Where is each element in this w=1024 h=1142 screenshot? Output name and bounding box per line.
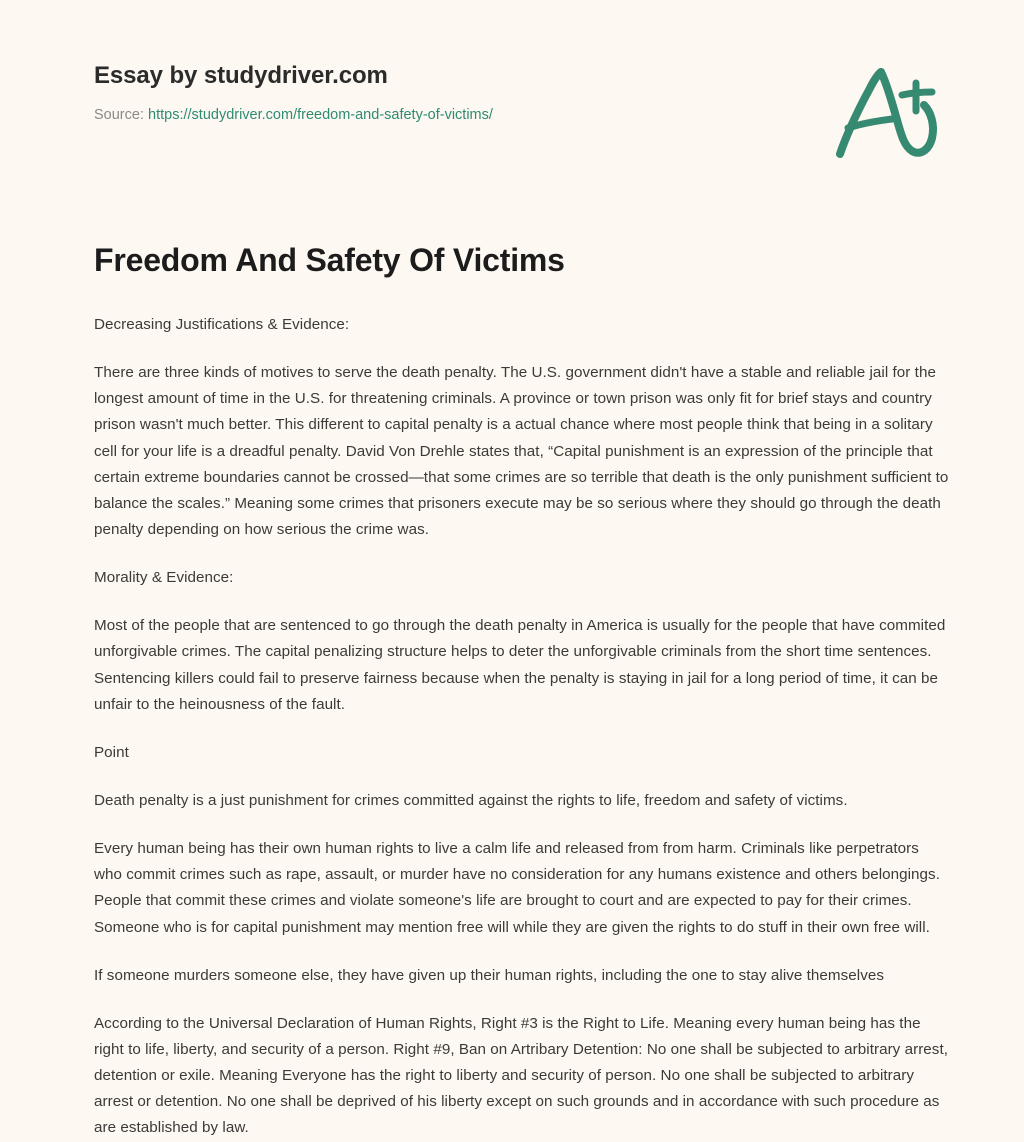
paragraph: According to the Universal Declaration of Human Rights, Right #3 is the Right to Life. Meaning every human being has the right to life, liberty, and security of a person. Right #9, Ban on Artribary Detention: No one shall be subjected to arbitrary arrest, detention or exile. Meaning Everyone has the right to liberty and security of person. No one shall be subjected to arbitrary arrest or detention. No one shall be deprived of his liberty except on such grounds and in accordance with such procedure as are established by law. — [94, 1014, 948, 1137]
page-title: Freedom And Safety Of Victims — [94, 242, 565, 278]
source-line — [94, 106, 493, 125]
paragraph: Morality & Evidence: — [94, 569, 234, 587]
paragraph: Decreasing Justifications & Evidence: — [94, 316, 350, 333]
paragraph: If someone murders someone else, they have given up their human rights, including the one to stay alive themselves — [94, 966, 884, 984]
article — [94, 240, 950, 1142]
a-plus-logo-icon — [828, 62, 946, 162]
studydriver-logo[interactable] — [828, 62, 946, 162]
paragraph: There are three kinds of motives to serve the death penalty. The U.S. government didn't have a stable and reliable jail for the longest amount of time in the U.S. for threatening criminals. A province or town prison was only fit for brief stays and country prison wasn't much better. This different to capital penalty is a actual chance where most people think that being in a solitary cell for your life is a dreadful penalty. David Von Drehle states that, “Capital punishment is an expression of the principle that certain extreme boundaries cannot be crossed—that some crimes are so terrible that death is the only punishment sufficient to balance the scales.” Meaning some crimes that prisoners execute may be so serious where they should go through the death penalty depending on how serious the crime was. — [94, 364, 949, 538]
paragraph: Point — [94, 743, 129, 761]
paragraph: Every human being has their own human rights to live a calm life and released from from harm. Criminals like perpetrators who commit crimes such as rape, assault, or murder have no consideration for any humans existence and others belongings. People that commit these crimes and violate someone's life are brought to court and are expected to pay for their crimes. Someone who is for capital punishment may mention free will while they are given the rights to do stuff in their own free will. — [94, 840, 940, 936]
article-body — [94, 312, 950, 1142]
source-label: Source: — [94, 106, 144, 123]
source-url-link[interactable]: https://studydriver.com/freedom-and-safety-of-victims/ — [148, 106, 493, 123]
header-left-block — [94, 62, 493, 125]
paragraph: Death penalty is a just punishment for crimes committed against the rights to life, freedom and safety of victims. — [94, 791, 848, 809]
paragraph: Most of the people that are sentenced to go through the death penalty in America is usually for the people that have commited unforgivable crimes. The capital penalizing structure helps to deter the unforgivable criminals from the short time sentences. Sentencing killers could fail to preserve fairness because when the penalty is staying in jail for a long period of time, it can be unfair to the heinousness of the fault. — [94, 617, 946, 713]
page-header — [0, 0, 1024, 180]
byline: Essay by studydriver.com — [94, 62, 388, 89]
